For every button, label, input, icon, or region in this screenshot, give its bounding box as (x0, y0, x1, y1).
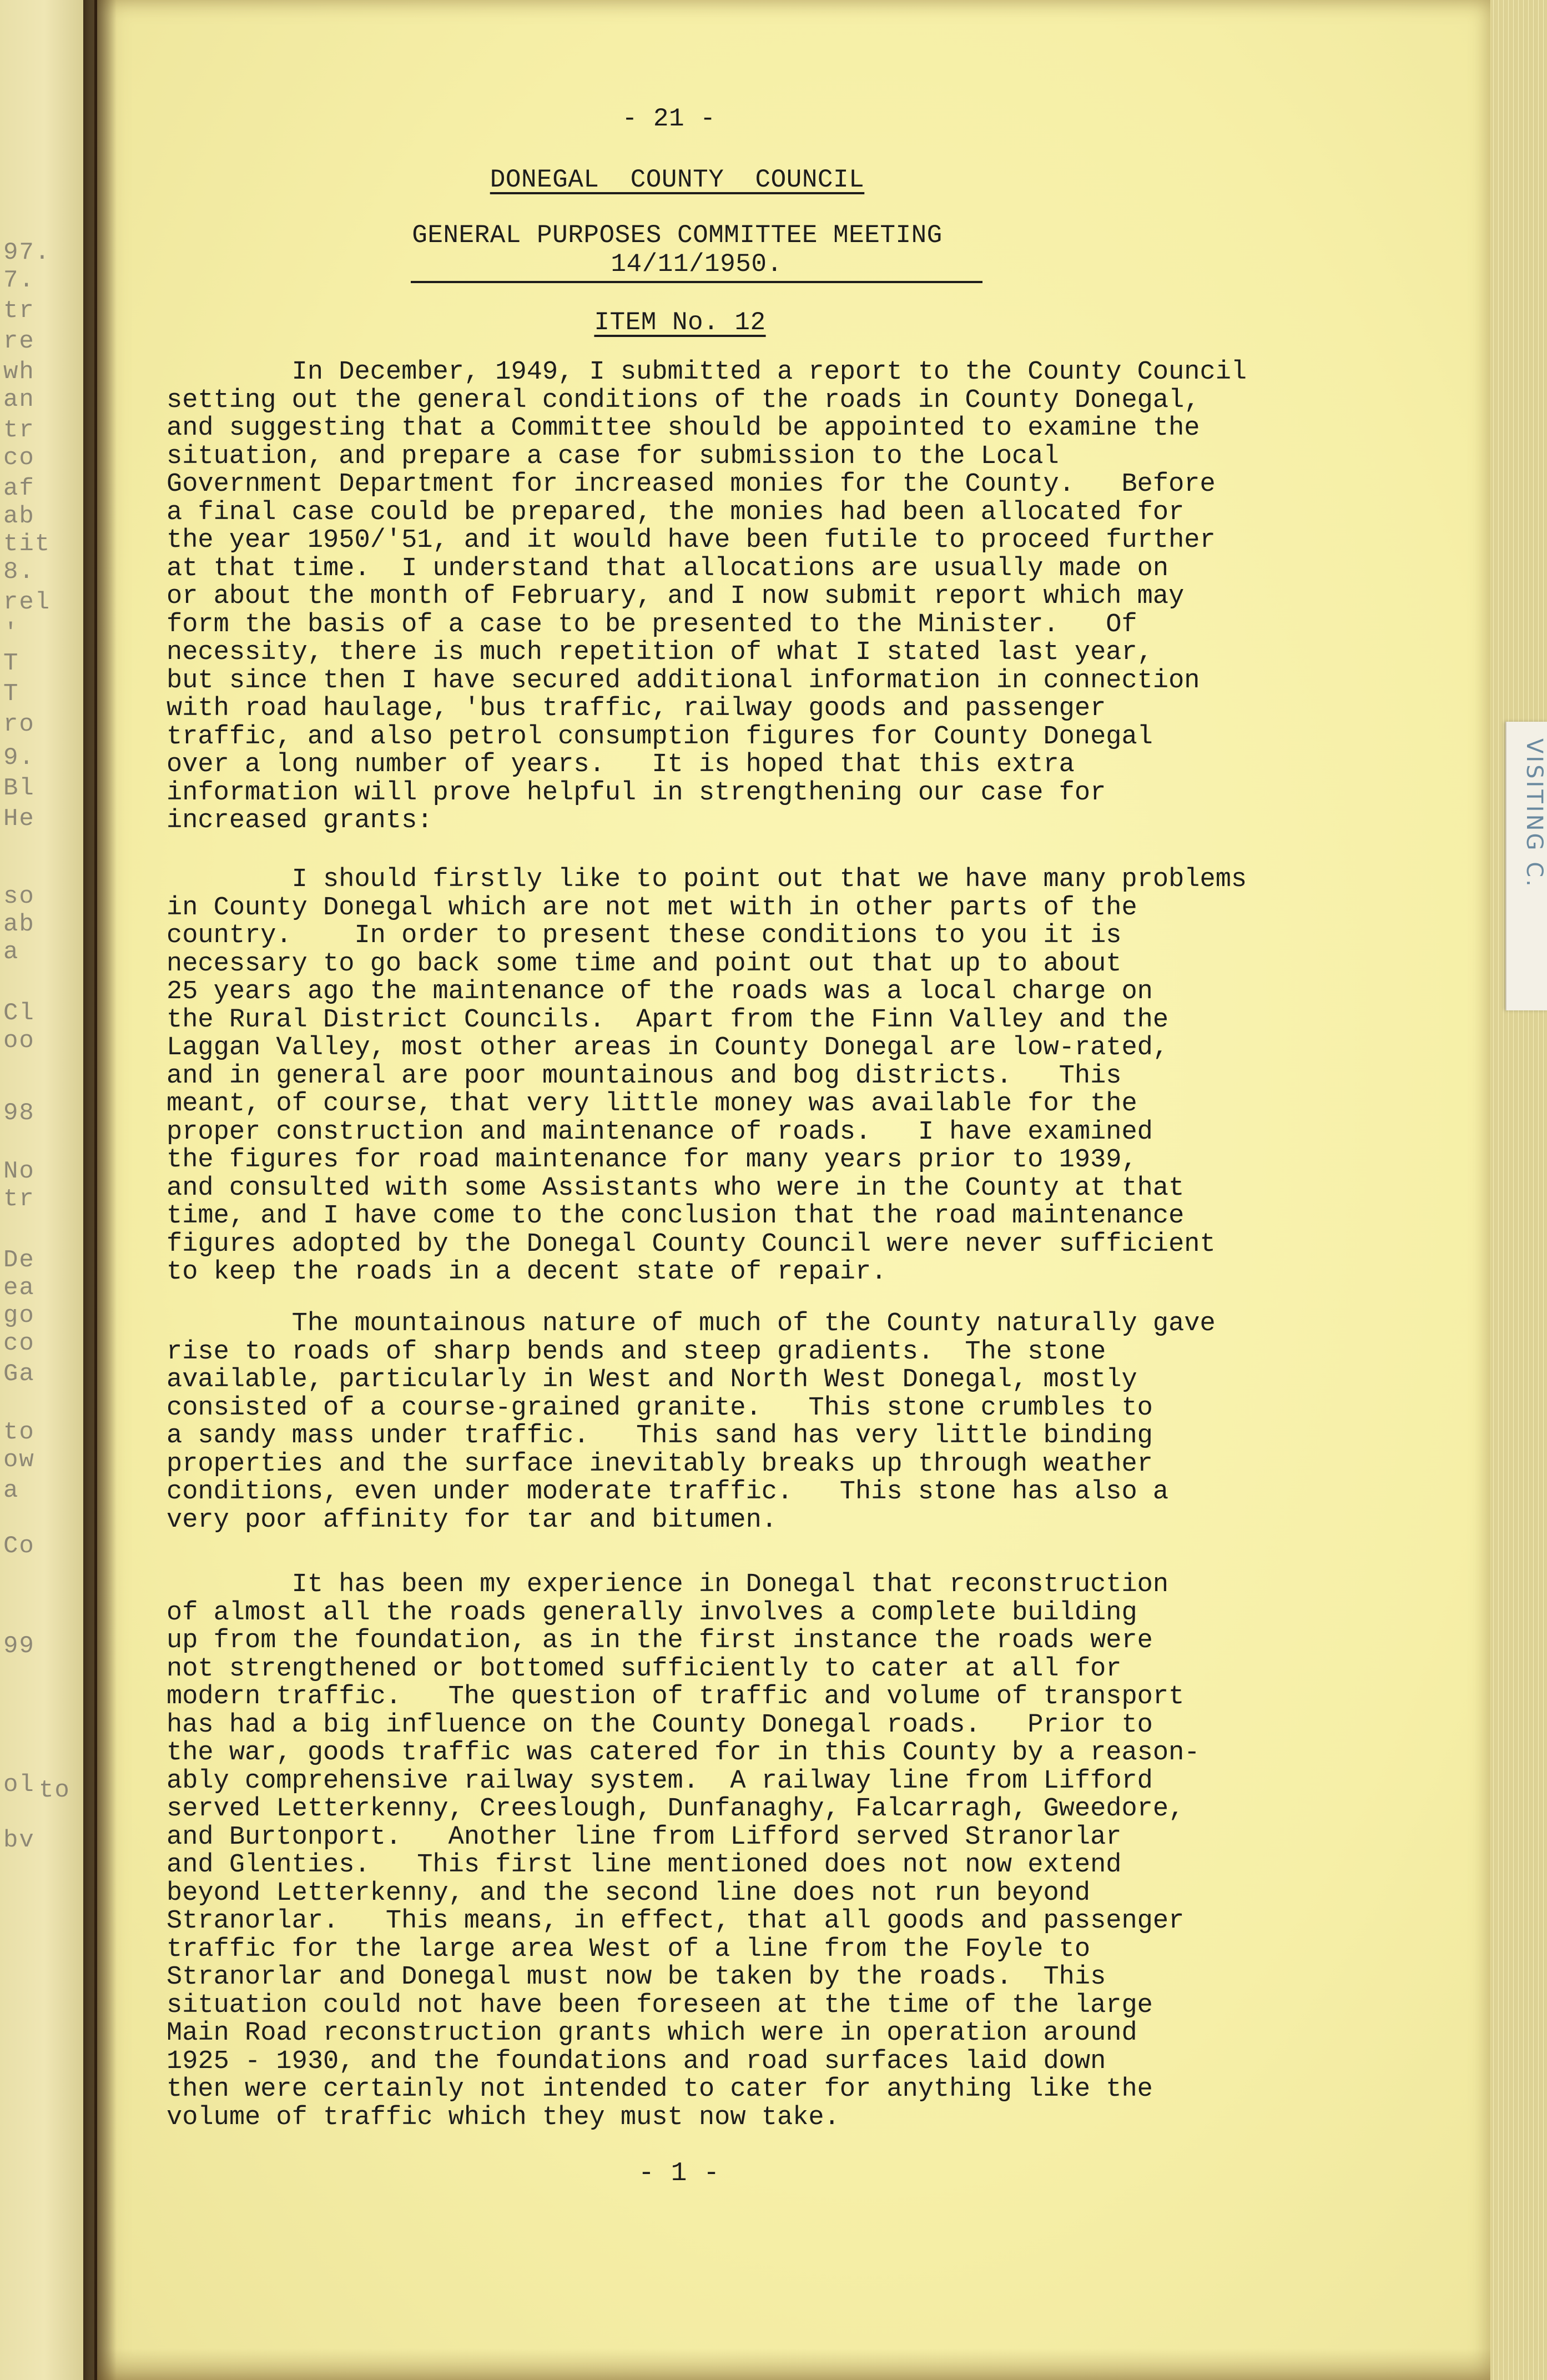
margin-fragment: go (3, 1302, 35, 1330)
text-line: figures adopted by the Donegal County Council were never sufficient (167, 1229, 1216, 1259)
text-line: then were certainly not intended to cater for anything like the (167, 2075, 1153, 2104)
margin-fragment: T (3, 680, 19, 708)
margin-fragment: Bl (3, 774, 35, 802)
binding-gutter (83, 0, 117, 2380)
margin-fragment: 9. (3, 744, 35, 772)
margin-fragment: Co (3, 1532, 35, 1560)
margin-fragment: bv (3, 1826, 35, 1854)
text-line: meant, of course, that very little money was available for the (167, 1089, 1137, 1119)
text-line: country. In order to present these conditions to you it is (167, 921, 1122, 950)
text-line: modern traffic. The question of traffic and volume of transport (167, 1682, 1185, 1712)
margin-fragment: tr (3, 416, 35, 444)
text-line: and in general are poor mountainous and bog districts. This (167, 1061, 1122, 1091)
text-line: at that time. I understand that allocations are usually made on (167, 554, 1169, 583)
paragraph-report-intro (167, 359, 1299, 836)
text-line: the Rural District Councils. Apart from the Finn Valley and the (167, 1005, 1169, 1035)
text-line: a final case could be prepared, the monies had been allocated for (167, 497, 1185, 527)
margin-fragment: co (3, 444, 35, 472)
margin-fragment: T (3, 650, 19, 677)
text-line: Stranorlar. This means, in effect, that all goods and passenger (167, 1906, 1185, 1936)
text-line: 1925 - 1930, and the foundations and road surfaces laid down (167, 2046, 1106, 2076)
text-line: traffic, and also petrol consumption figures for County Donegal (167, 722, 1153, 752)
margin-fragment: 98 (3, 1099, 35, 1127)
text-line: very poor affinity for tar and bitumen. (167, 1505, 777, 1535)
text-line: time, and I have come to the conclusion that the road maintenance (167, 1201, 1185, 1231)
text-line: of almost all the roads generally involves a complete building (167, 1598, 1137, 1628)
text-line: over a long number of years. It is hoped that this extra (167, 750, 1075, 779)
margin-fragment: He (3, 805, 35, 833)
margin-fragment: De (3, 1246, 35, 1274)
text-line: up from the foundation, as in the first instance the roads were (167, 1626, 1153, 1656)
margin-fragment: rel (3, 588, 51, 616)
margin-fragment: re (3, 328, 35, 355)
margin-fragment: ea (3, 1274, 35, 1302)
text-line: not strengthened or bottomed sufficiently to cater at all for (167, 1654, 1122, 1684)
text-line: beyond Letterkenny, and the second line does not run beyond (167, 1878, 1091, 1908)
text-line: Main Road reconstruction grants which were in operation around (167, 2019, 1137, 2048)
text-line: the year 1950/'51, and it would have been futile to proceed further (167, 526, 1216, 555)
text-line: necessary to go back some time and point out that up to about (167, 949, 1122, 979)
text-line: It has been my experience in Donegal that reconstruction (167, 1570, 1169, 1599)
text-line: ably comprehensive railway system. A railway line from Lifford (167, 1766, 1153, 1796)
text-line: traffic for the large area West of a line from the Foyle to (167, 1934, 1091, 1964)
margin-fragment: co (3, 1330, 35, 1357)
text-line: served Letterkenny, Creeslough, Dunfanaghy, Falcarragh, Gweedore, (167, 1794, 1185, 1824)
text-line: increased grants: (167, 806, 433, 836)
text-line: information will prove helpful in strengthening our case for (167, 778, 1106, 808)
text-line: necessity, there is much repetition of what I stated last year, (167, 638, 1153, 667)
margin-fragment: ab (3, 502, 35, 530)
text-line: Government Department for increased monies for the County. Before (167, 470, 1216, 499)
margin-fragment: ol (3, 1771, 35, 1799)
text-line: form the basis of a case to be presented to the Minister. Of (167, 610, 1137, 640)
margin-fragment: an (3, 386, 35, 414)
text-line: and Glenties. This first line mentioned does not now extend (167, 1850, 1122, 1880)
margin-fragment: 7. (3, 266, 35, 294)
text-line: a sandy mass under traffic. This sand has very little binding (167, 1421, 1153, 1451)
previous-page-edge (0, 0, 94, 2380)
margin-fragment: Ga (3, 1360, 35, 1388)
text-line: in County Donegal which are not met with in other parts of the (167, 893, 1137, 923)
meeting-date: 14/11/1950. (411, 250, 982, 283)
text-line: has had a big influence on the County Donegal roads. Prior to (167, 1710, 1153, 1740)
page-stack-edge (1490, 0, 1547, 2380)
item-number: ITEM No. 12 (594, 308, 766, 337)
margin-fragment: a (3, 1477, 19, 1505)
margin-fragment: tr (3, 297, 35, 325)
text-line: available, particularly in West and North West Donegal, mostly (167, 1365, 1137, 1395)
page-number: - 21 - (622, 104, 716, 133)
paragraph-reconstruction (167, 1571, 1299, 2132)
margin-fragment: ro (3, 711, 35, 738)
margin-fragment: 99 (3, 1632, 35, 1660)
text-line: situation could not have been foreseen at the time of the large (167, 1990, 1153, 2020)
text-line: volume of traffic which they must now take. (167, 2102, 840, 2132)
margin-fragment: No (3, 1158, 35, 1185)
text-line: I should firstly like to point out that we have many problems (167, 865, 1247, 894)
text-line: or about the month of February, and I now submit report which may (167, 582, 1185, 611)
text-line: proper construction and maintenance of roads. I have examined (167, 1117, 1153, 1147)
margin-fragment: oo (3, 1027, 35, 1055)
footer-page-number: - 1 - (638, 2158, 720, 2188)
margin-fragment: Cl (3, 999, 35, 1027)
text-line: and Burtonport. Another line from Lifford served Stranorlar (167, 1822, 1122, 1852)
text-line: 25 years ago the maintenance of the roads was a local charge on (167, 977, 1153, 1007)
text-line: properties and the surface inevitably breaks up through weather (167, 1449, 1153, 1479)
margin-fragment: to (39, 1777, 70, 1804)
meeting-title: GENERAL PURPOSES COMMITTEE MEETING (412, 221, 943, 250)
margin-fragment: ow (3, 1446, 35, 1474)
text-line: the war, goods traffic was catered for in this County by a reason- (167, 1738, 1200, 1768)
text-line: conditions, even under moderate traffic. This stone has also a (167, 1477, 1169, 1507)
text-line: rise to roads of sharp bends and steep gradients. The stone (167, 1337, 1106, 1367)
index-tab-label: VISITING C. (1521, 738, 1547, 889)
text-line: setting out the general conditions of the roads in County Donegal, (167, 385, 1200, 415)
text-line: Laggan Valley, most other areas in County Donegal are low-rated, (167, 1033, 1169, 1063)
margin-fragment: 97. (3, 239, 51, 266)
margin-fragment: tr (3, 1185, 35, 1213)
text-line: situation, and prepare a case for submission to the Local (167, 441, 1059, 471)
text-line: and consulted with some Assistants who were in the County at that (167, 1173, 1185, 1203)
text-line: to keep the roads in a decent state of repair. (167, 1257, 887, 1287)
text-line: and suggesting that a Committee should be appointed to examine the (167, 414, 1200, 443)
margin-fragment: a (3, 938, 19, 966)
paragraph-problems (167, 866, 1299, 1287)
margin-fragment: tit (3, 530, 51, 558)
text-line: with road haulage, 'bus traffic, railway goods and passenger (167, 694, 1106, 723)
paragraph-terrain (167, 1310, 1299, 1534)
council-title: DONEGAL COUNTY COUNCIL (490, 165, 865, 194)
margin-fragment: so (3, 883, 35, 910)
text-line: In December, 1949, I submitted a report to the County Council (167, 358, 1247, 387)
text-line: consisted of a course-grained granite. This stone crumbles to (167, 1393, 1153, 1423)
text-line: the figures for road maintenance for many years prior to 1939, (167, 1145, 1137, 1175)
text-line: The mountainous nature of much of the County naturally gave (167, 1309, 1216, 1339)
margin-fragment: wh (3, 358, 35, 386)
margin-fragment: ' (3, 619, 19, 647)
page-bottom-shadow (97, 2348, 1490, 2380)
margin-fragment: ab (3, 910, 35, 938)
margin-fragment: to (3, 1418, 35, 1446)
text-line: Stranorlar and Donegal must now be taken by the roads. This (167, 1963, 1106, 1992)
margin-fragment: 8. (3, 558, 35, 586)
index-tab (1505, 722, 1547, 1010)
text-line: but since then I have secured additional information in connection (167, 666, 1200, 696)
margin-fragment: af (3, 475, 35, 502)
